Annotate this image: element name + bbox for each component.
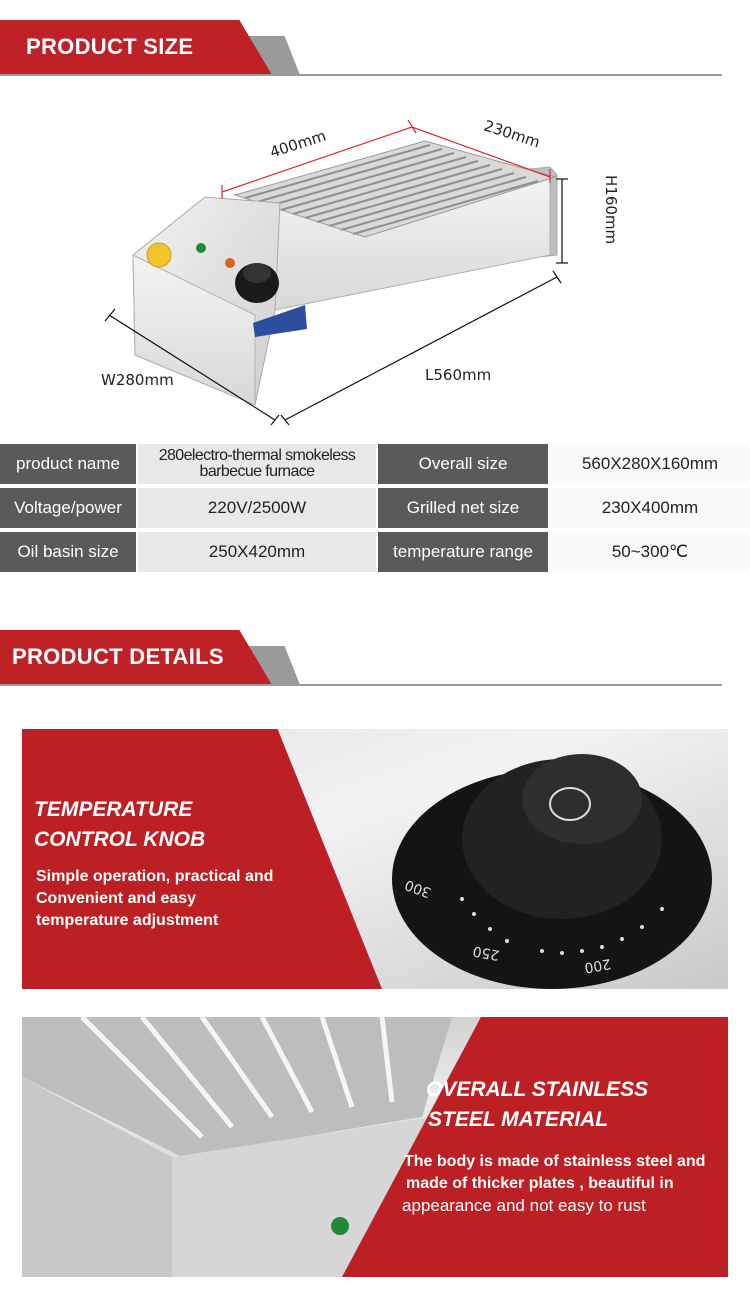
svg-text:200: 200: [582, 955, 613, 976]
svg-text:300: 300: [402, 876, 434, 901]
description-line: Simple operation, practical and: [36, 868, 274, 885]
table-row: [0, 444, 750, 484]
spec-value: 280electro-thermal smokeless barbecue furnace: [138, 444, 376, 484]
header-divider: [0, 684, 722, 686]
spec-value: 230X400mm: [550, 488, 750, 528]
heading-line: STEEL MATERIAL: [428, 1108, 609, 1131]
section-title: PRODUCT DETAILS: [12, 644, 224, 669]
spec-value: 50~300℃: [550, 532, 750, 572]
table-row: [0, 488, 750, 528]
orange-indicator-light: [225, 258, 235, 268]
description-line: made of thicker plates , beautiful in: [406, 1175, 674, 1192]
spec-value: 560X280X160mm: [550, 444, 750, 484]
dimension-length: L560mm: [425, 366, 492, 384]
spec-label: Voltage/power: [0, 488, 136, 528]
product-dimension-diagram: [95, 105, 655, 425]
heading-line: TEMPERATURE: [34, 798, 193, 821]
spec-label: Overall size: [378, 444, 548, 484]
dimension-grill-width: 230mm: [481, 116, 543, 152]
dimension-height: H160mm: [602, 175, 620, 245]
description-line: temperature adjustment: [36, 912, 219, 929]
spec-label: Oil basin size: [0, 532, 136, 572]
description-line: The body is made of stainless steel and: [404, 1153, 706, 1170]
header-divider: [0, 74, 722, 76]
table-row: [0, 532, 750, 572]
product-size-header: [0, 20, 722, 76]
heading-line: CONTROL KNOB: [34, 828, 206, 851]
heading-line: OVERALL STAINLESS: [426, 1078, 649, 1101]
spec-label: product name: [0, 444, 136, 484]
feature-heading: [34, 795, 205, 855]
spec-label: Grilled net size: [378, 488, 548, 528]
spec-label: temperature range: [378, 532, 548, 572]
feature-panel-stainless-steel: [22, 1017, 728, 1277]
certification-badge: [147, 243, 171, 267]
green-indicator-light: [331, 1217, 349, 1235]
description-line: appearance and not easy to rust: [402, 1196, 646, 1215]
section-title: PRODUCT SIZE: [26, 34, 194, 59]
spec-value: 250X420mm: [138, 532, 376, 572]
spec-value: 220V/2500W: [138, 488, 376, 528]
green-indicator-light: [196, 243, 206, 253]
dimension-width: W280mm: [101, 371, 174, 389]
feature-panel-temperature-knob: [22, 729, 728, 989]
feature-heading: [426, 1075, 648, 1135]
bbq-grill-illustration: [95, 105, 655, 425]
product-details-header: [0, 630, 722, 686]
feature-description: [402, 1151, 705, 1217]
dimension-grill-length: 400mm: [267, 126, 329, 162]
svg-text:250: 250: [471, 942, 501, 963]
feature-description: [36, 866, 273, 932]
description-line: Convenient and easy: [36, 890, 197, 907]
